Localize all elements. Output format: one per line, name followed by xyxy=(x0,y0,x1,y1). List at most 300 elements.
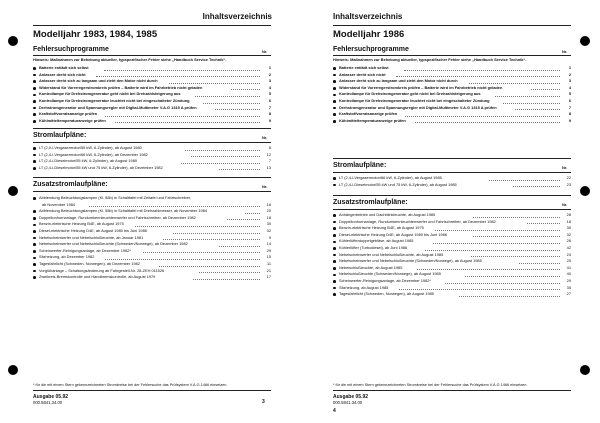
list-item xyxy=(333,225,571,232)
leader-dots xyxy=(105,116,260,117)
item-text: Nebelschlußleuchte (Schweden/Norwege), ab August 1985 xyxy=(339,271,441,277)
leader-dots xyxy=(245,213,260,214)
leader-dots xyxy=(231,89,260,90)
list-item xyxy=(33,228,271,235)
list-item xyxy=(333,212,571,219)
item-number: 21 xyxy=(266,267,271,273)
list-item xyxy=(333,258,571,265)
item-text: Batterie entlädt sich selbst xyxy=(339,65,389,70)
leader-dots xyxy=(459,296,560,297)
model-year-title: Modelljahr 1986 xyxy=(333,29,405,40)
list-item xyxy=(33,72,271,79)
zusatz-list xyxy=(333,212,571,298)
leader-dots xyxy=(115,122,260,123)
item-text: LT (2,4-l-Dieselmotor/55 kW und 75 kW, 6-Zylinder), ab Dezember 1982 xyxy=(39,164,163,170)
punch-hole xyxy=(580,186,590,196)
leader-dots xyxy=(519,263,560,264)
item-text: Diesel-elektrische Heizung D4E, ab August 1980 bis Juni 1986 xyxy=(339,231,447,237)
item-number: 8 xyxy=(268,111,271,117)
leader-dots xyxy=(396,76,560,77)
section-rule xyxy=(333,209,571,210)
footnote: * für die mit einem Stern gekennzeichneten Stromkreise bei der Fehlersuche das Prüfsystem V.A.G 1466 einsetzen. xyxy=(333,383,528,387)
bullet xyxy=(33,237,36,240)
leader-dots xyxy=(89,206,260,207)
bullet xyxy=(33,250,36,253)
leader-dots xyxy=(425,250,560,251)
leader-dots xyxy=(219,246,260,247)
list-item xyxy=(333,65,571,72)
section-rule xyxy=(333,172,571,173)
section-title-fehlersuch: Fehlersuchprogramme xyxy=(33,46,109,53)
leader-dots xyxy=(531,89,560,90)
leader-dots xyxy=(399,289,560,290)
list-item xyxy=(33,235,271,242)
nr-label: Nr. xyxy=(262,135,268,140)
leader-dots xyxy=(195,96,260,97)
page-number: 4 xyxy=(333,408,336,414)
section-title-stromlauf: Stromlaufpläne: xyxy=(333,162,387,169)
item-number: 8 xyxy=(268,145,271,150)
item-text: Anlasser dreht sich nicht xyxy=(39,71,86,77)
bullet xyxy=(333,113,336,116)
list-item xyxy=(33,111,271,118)
list-item xyxy=(33,268,271,275)
punch-hole xyxy=(580,365,590,375)
bullet xyxy=(333,120,336,123)
bullet xyxy=(33,94,36,97)
page-number: 3 xyxy=(262,399,265,405)
leader-dots xyxy=(219,169,260,170)
leader-dots xyxy=(417,269,560,270)
punch-hole xyxy=(8,36,18,46)
bullet xyxy=(333,260,336,263)
list-item xyxy=(333,238,571,245)
list-item xyxy=(333,285,571,292)
item-text: Nebelscheinwerfer und Nebelschlußleuchte, ab Januar 1981 xyxy=(39,234,144,240)
list-item xyxy=(33,65,271,72)
item-number: 20 xyxy=(266,208,271,214)
item-text: LT (2,0-l-Vergasermotor/55 kW, 6-Zylinder), ab August 1980 xyxy=(39,145,142,150)
nr-label: Nr. xyxy=(562,202,568,207)
list-item xyxy=(333,118,571,125)
list-item xyxy=(33,85,271,92)
bullet xyxy=(33,270,36,273)
item-text: Sitzheizung, ab August 1985 xyxy=(339,284,389,290)
list-item xyxy=(333,85,571,92)
bullet xyxy=(333,214,336,217)
leader-dots xyxy=(473,217,560,218)
item-number: 26 xyxy=(566,238,571,244)
item-number: 18 xyxy=(566,218,571,224)
header-rule xyxy=(33,25,271,26)
model-year-title: Modelljahr 1983, 1984, 1985 xyxy=(33,29,158,40)
list-item xyxy=(33,165,271,172)
bullet xyxy=(333,247,336,250)
bullet xyxy=(333,100,336,103)
list-item xyxy=(333,245,571,252)
bullet xyxy=(333,107,336,110)
bullet xyxy=(333,293,336,296)
bullet xyxy=(33,67,36,70)
item-text: Anhängerbetrieb und Dachblinkleuchte, ab August 1985 xyxy=(339,212,436,217)
item-text: LT (2,4-l-Vergasermotor/66 kW, 6-Zylinder), ab August 1985 xyxy=(339,175,442,180)
bullet xyxy=(33,74,36,77)
item-number: 27 xyxy=(566,291,571,297)
item-number: 7 xyxy=(268,158,271,164)
item-number: 2 xyxy=(568,71,571,77)
nr-label: Nr. xyxy=(262,49,268,54)
list-item xyxy=(33,98,271,105)
item-text: Kontrollampe für Drehstromgenerator geht nicht bei Drehzahlsteigerung aus xyxy=(39,91,181,97)
leader-dots xyxy=(169,83,260,84)
item-number: 30 xyxy=(566,225,571,231)
stromlauf-list xyxy=(333,175,571,188)
section-rule xyxy=(33,177,271,178)
item-text: Drehstromgenerator und Spannungsregler mit Digital-Multimeter V.A.G 1315 A prüfen xyxy=(339,104,497,110)
item-number: 3 xyxy=(568,78,571,84)
list-item xyxy=(33,152,271,159)
item-number: 7 xyxy=(568,104,571,110)
leader-dots xyxy=(465,276,560,277)
item-text: Zweikreis-Bremskontrolle und Handbremskontrolle, ab August 1979 xyxy=(39,274,156,280)
item-number: 32 xyxy=(266,227,271,233)
item-number: 9 xyxy=(568,117,571,123)
list-item xyxy=(33,202,271,209)
item-number: 6 xyxy=(568,97,571,103)
bullet xyxy=(333,267,336,270)
item-number: 4 xyxy=(568,84,571,90)
document-code: 000.5841.34.00 xyxy=(333,400,363,405)
item-text: Kühlmitteltemperaturanzeige prüfen xyxy=(339,117,406,123)
item-text: Diesel-elektrische Heizung D4E, ab August 1980 bis Juni 1986 xyxy=(39,227,147,233)
item-number: 41 xyxy=(566,264,571,270)
leader-dots xyxy=(191,156,260,157)
list-item xyxy=(333,98,571,105)
bullet xyxy=(33,147,36,150)
item-number: 5 xyxy=(268,91,271,97)
page-header: Inhaltsverzeichnis xyxy=(202,12,272,21)
list-item xyxy=(33,215,271,222)
list-item xyxy=(33,248,271,255)
list-item xyxy=(333,175,571,182)
punch-hole xyxy=(8,365,18,375)
bullet xyxy=(333,254,336,257)
bullet xyxy=(333,74,336,77)
hint-text: Hinweis: Maßnahmen zur Behebung aktueller, typspezifischer Fehler siehe „Handbuch Service Technik“. xyxy=(333,57,527,62)
bullet xyxy=(33,276,36,279)
section-rule xyxy=(33,191,271,192)
leader-dots xyxy=(435,230,560,231)
item-number: 40 xyxy=(566,271,571,277)
item-number: 15 xyxy=(266,254,271,260)
list-item xyxy=(33,195,271,202)
bullet xyxy=(33,217,36,220)
list-item xyxy=(33,261,271,268)
bullet xyxy=(33,263,36,266)
list-item xyxy=(333,78,571,85)
bullet xyxy=(33,120,36,123)
leader-dots xyxy=(227,219,260,220)
item-number: 18 xyxy=(266,214,271,220)
item-text: Tagesfahrlicht (Schweden, Norwegen), ab August 1985 xyxy=(339,291,434,297)
item-text: Anlasser dreht sich zu langsam und zieht den Motor nicht durch xyxy=(339,78,458,84)
leader-dots xyxy=(185,150,260,151)
bullet xyxy=(33,243,36,246)
item-number: 1 xyxy=(268,65,271,70)
item-number: 9 xyxy=(268,117,271,123)
item-text: LT (2,4-l-Dieselmotor/55 kW, 6-Zylinder), ab August 1980 xyxy=(39,158,138,164)
section-rule xyxy=(333,195,571,196)
list-item xyxy=(33,241,271,248)
list-item xyxy=(333,91,571,98)
bullet xyxy=(333,221,336,224)
leader-dots xyxy=(471,256,560,257)
list-item xyxy=(33,78,271,85)
leader-dots xyxy=(433,243,560,244)
bullet xyxy=(33,197,36,200)
section-rule xyxy=(33,128,271,129)
item-text: Benzin-elektrische Heizung B4E, ab August 1975 xyxy=(39,221,124,227)
bullet xyxy=(333,287,336,290)
stromlauf-list xyxy=(33,145,271,171)
item-number: 8 xyxy=(568,111,571,117)
bullet xyxy=(33,100,36,103)
list-item xyxy=(333,291,571,298)
item-text: Anlasser dreht sich nicht xyxy=(339,71,386,77)
item-number: 32 xyxy=(566,231,571,237)
bullet xyxy=(333,234,336,237)
document-code: 000.5841.34.00 xyxy=(33,400,63,405)
section-title-fehlersuch: Fehlersuchprogramme xyxy=(333,46,409,53)
leader-dots xyxy=(105,259,260,260)
item-text: Tagesfahrlicht (Schweden, Norwegen), ab Dezember 1982 xyxy=(39,260,140,266)
item-number: 42 xyxy=(566,244,571,250)
list-item xyxy=(33,208,271,215)
item-number: 24 xyxy=(566,251,571,257)
list-item xyxy=(333,219,571,226)
leader-dots xyxy=(469,83,560,84)
item-text: Kontrollampe für Drehstromgenerator geht nicht bei Drehzahlsteigerung aus xyxy=(339,91,481,97)
footer-rule xyxy=(33,390,271,391)
item-text: Nebelscheinwerfer und Nebelschlußleuchte (Schweden/Norwege), ab Dezember 1982 xyxy=(39,241,188,247)
item-text: Doppeltonhornanlage, Rundumkennleuchtenwerfer und Fahrtschreiber, ab Dezember 1982 xyxy=(339,218,496,224)
item-text: LT (2,4-l-Dieselmotor/55 kW und 75 kW, 6-Zylinder), ab August 1985 xyxy=(339,181,457,187)
bullet xyxy=(33,154,36,157)
item-number: 13 xyxy=(266,164,271,170)
footnote: * für die mit einem Stern gekennzeichneten Stromkreise bei der Fehlersuche das Prüfsystem V.A.G 1466 einsetzen. xyxy=(33,383,228,387)
list-item xyxy=(33,145,271,152)
list-item xyxy=(33,158,271,165)
list-item xyxy=(33,91,271,98)
item-text: ab November 1984 xyxy=(42,201,76,207)
nr-label: Nr. xyxy=(262,184,268,189)
item-number: 25 xyxy=(566,258,571,264)
leader-dots xyxy=(173,233,260,234)
item-number: 3 xyxy=(268,78,271,84)
leader-dots xyxy=(473,236,560,237)
leader-dots xyxy=(181,163,260,164)
list-item xyxy=(333,252,571,259)
item-text: Drehstromgenerator und Spannungsregler mit Digital-Multimeter V.A.G 1315 A prüfen xyxy=(39,104,197,110)
leader-dots xyxy=(503,103,560,104)
bullet xyxy=(333,67,336,70)
page-header: Inhaltsverzeichnis xyxy=(333,12,403,21)
item-text: Benzin-elektrische Heizung B4E, ab August 1975 xyxy=(339,225,424,231)
item-number: 6 xyxy=(268,97,271,103)
section-title-zusatz: Zusatzstromlaufpläne: xyxy=(33,181,108,188)
section-rule xyxy=(33,142,271,143)
bullet xyxy=(333,87,336,90)
item-text: Widerstand für Vorerregerstromkreis prüfen – Batterie wird im Fahrbetrieb nicht geladen xyxy=(39,84,203,90)
leader-dots xyxy=(515,109,560,110)
section-rule xyxy=(33,55,271,56)
leader-dots xyxy=(445,283,560,284)
bullet xyxy=(333,94,336,97)
edition-label: Ausgabe 05.92 xyxy=(33,394,69,400)
bullet xyxy=(33,210,36,213)
punch-hole xyxy=(8,186,18,196)
bullet xyxy=(333,177,336,180)
leader-dots xyxy=(203,103,260,104)
bullet xyxy=(33,87,36,90)
bullet xyxy=(333,274,336,277)
item-number: 4 xyxy=(268,84,271,90)
list-item xyxy=(33,254,271,261)
item-number: 9 xyxy=(268,234,271,240)
leader-dots xyxy=(193,279,260,280)
footer-rule xyxy=(333,390,571,391)
item-text: Nebelschlußleuchte, ab August 1985 xyxy=(339,264,403,270)
bullet xyxy=(33,224,36,227)
item-text: Sitzheizung, ab Dezember 1982 xyxy=(39,254,95,260)
fehlersuch-list xyxy=(33,65,271,124)
leader-dots xyxy=(215,109,260,110)
punch-hole xyxy=(580,36,590,46)
item-number: 12 xyxy=(266,151,271,157)
list-item xyxy=(333,105,571,112)
item-number: 16 xyxy=(266,201,271,207)
item-number: 17 xyxy=(266,274,271,280)
item-text: Nebelscheinwerfer und Nebelschlußleuchte (Schweden/Norwege), ab August 1985 xyxy=(339,258,482,264)
item-text: Kontrollampe für Drehstromgenerator leuchtet nicht bei eingeschalteter Zündung xyxy=(39,97,190,103)
section-title-zusatz: Zusatzstromlaufpläne: xyxy=(333,199,408,206)
list-item xyxy=(33,274,271,281)
leader-dots xyxy=(513,186,560,187)
list-item xyxy=(33,118,271,125)
section-rule xyxy=(333,55,571,56)
item-text: Abblendung Beleuchtungslampen (Kl. 58b) in Schalttafel mit Drehzahlmesser, ab November 1984 xyxy=(39,208,208,214)
item-number: 1 xyxy=(568,65,571,70)
item-text: Kontrollampe für Drehstromgenerator leuchtet nicht bei eingeschalteter Zündung xyxy=(339,97,490,103)
bullet xyxy=(33,113,36,116)
list-item xyxy=(33,221,271,228)
leader-dots xyxy=(96,76,260,77)
item-text: Scheinwerfer-Reinigungsanlage, ab Dezember 1982* xyxy=(39,247,131,253)
bullet xyxy=(33,107,36,110)
item-number: 5 xyxy=(568,91,571,97)
item-number: 30 xyxy=(266,221,271,227)
edition-label: Ausgabe 05.92 xyxy=(333,394,369,400)
zusatz-list xyxy=(33,195,271,281)
item-number: 28 xyxy=(566,212,571,217)
hint-text: Hinweis: Maßnahmen zur Behebung aktueller, typspezifischer Fehler siehe „Handbuch Service Technik“. xyxy=(33,57,227,62)
bullet xyxy=(333,241,336,244)
list-item xyxy=(333,111,571,118)
leader-dots xyxy=(489,180,560,181)
leader-dots xyxy=(163,239,260,240)
leader-dots xyxy=(159,266,260,267)
item-number: 29 xyxy=(266,247,271,253)
item-text: Nebelscheinwerfer und Nebelschlußleuchte, ab August 1985 xyxy=(339,251,444,257)
item-text: Kühlerlüfter (Turbodiesel), ab Juni 1986 xyxy=(339,244,408,250)
leader-dots xyxy=(527,223,560,224)
item-text: Kühlmitteltemperaturanzeige prüfen xyxy=(39,117,106,123)
leader-dots xyxy=(143,252,260,253)
bullet xyxy=(33,167,36,170)
list-item xyxy=(333,72,571,79)
list-item xyxy=(333,271,571,278)
header-rule xyxy=(333,25,571,26)
leader-dots xyxy=(495,96,560,97)
bullet xyxy=(33,80,36,83)
bullet xyxy=(33,160,36,163)
bullet xyxy=(33,257,36,260)
item-number: 7 xyxy=(268,104,271,110)
nr-label: Nr. xyxy=(562,49,568,54)
leader-dots xyxy=(199,272,260,273)
right-page xyxy=(300,0,600,423)
list-item xyxy=(333,265,571,272)
item-text: LT (2,4-l-Vergasermotor/66 kW, 6-Zylinder), ab Dezember 1982 xyxy=(39,151,148,157)
item-number: 22 xyxy=(566,175,571,180)
item-number: 2 xyxy=(268,71,271,77)
section-rule xyxy=(333,158,571,159)
list-item xyxy=(333,232,571,239)
list-item xyxy=(33,105,271,112)
fehlersuch-list xyxy=(333,65,571,124)
list-item xyxy=(333,182,571,189)
item-number: 29 xyxy=(566,277,571,283)
leader-dots xyxy=(415,122,560,123)
bullet xyxy=(333,80,336,83)
leader-dots xyxy=(104,70,260,71)
item-text: Kraftstoffvorratsanzeige prüfen xyxy=(39,111,98,117)
item-text: Doppeltonhornanlage, Rundumkennleuchtenwerfer und Fahrtschreiber, ab Dezember 1982 xyxy=(39,214,196,220)
bullet xyxy=(333,184,336,187)
list-item xyxy=(333,278,571,285)
nr-label: Nr. xyxy=(562,165,568,170)
bullet xyxy=(333,280,336,283)
item-number: 14 xyxy=(266,241,271,247)
item-text: Kühlerlüfterdoppelgebläse, ab August 1985 xyxy=(339,238,414,244)
item-number: 11 xyxy=(266,260,271,266)
item-text: Kraftstoffvorratsanzeige prüfen xyxy=(339,111,398,117)
leader-dots xyxy=(405,116,560,117)
section-title-stromlauf: Stromlaufpläne: xyxy=(33,132,87,139)
item-text: Vorglühanlage – Schaltungsänderung ab Fahrgestell-Nr. 28-ZEH 011526 xyxy=(39,267,165,273)
leader-dots xyxy=(404,70,560,71)
item-text: Scheinwerfer-Reinigungsanlage, ab Dezember 1982* xyxy=(339,277,431,283)
item-text: Widerstand für Vorerregerstromkreis prüfen – Batterie wird im Fahrbetrieb nicht geladen xyxy=(339,84,503,90)
bullet xyxy=(33,230,36,233)
bullet xyxy=(333,227,336,230)
item-text: Abblendung Beleuchtungslampen (Kl. 58b) in Schalttafel mit Zeitafel und Fahrtschreiber, xyxy=(39,195,192,200)
item-text: Batterie entlädt sich selbst xyxy=(39,65,89,70)
leader-dots xyxy=(135,226,260,227)
item-number: 23 xyxy=(566,181,571,187)
item-number: 35 xyxy=(566,284,571,290)
item-text: Anlasser dreht sich zu langsam und zieht den Motor nicht durch xyxy=(39,78,158,84)
